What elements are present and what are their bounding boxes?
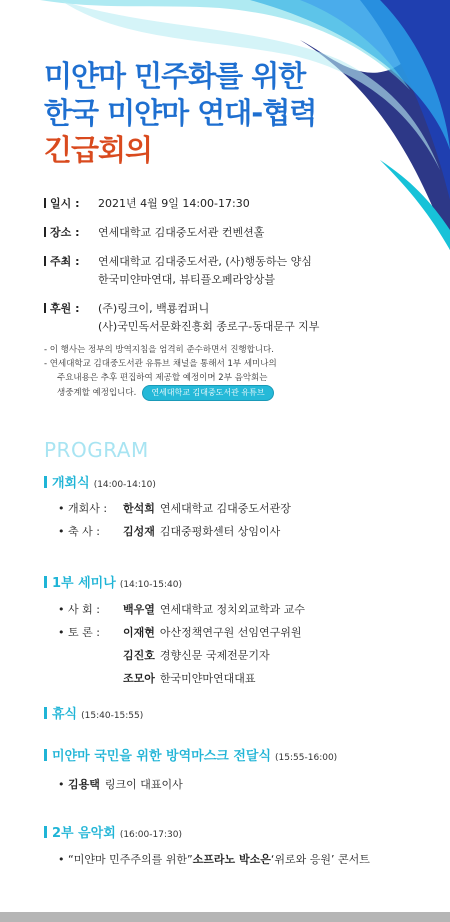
- section-masks-title: 미얀마 국민을 위한 방역마스크 전달식: [52, 749, 272, 764]
- bullet-bar-icon: [44, 227, 46, 237]
- bullet-dot-icon: •: [58, 525, 65, 538]
- info-host-line-1: 연세대학교 김대중도서관, (사)행동하는 양심: [98, 255, 312, 268]
- bullet-bar-icon: [44, 303, 46, 313]
- section-seminar-title: 1부 세미나: [52, 576, 116, 591]
- section-bar-icon: [44, 749, 47, 761]
- section-opening-title: 개회식: [52, 476, 90, 491]
- event-info: [44, 195, 319, 347]
- info-place-value: 연세대학교 김대중도서관 컨벤션홀: [98, 226, 265, 239]
- section-break-time: (15:40-15:55): [81, 711, 144, 721]
- note-line-2c: 생중계할 예정입니다.: [57, 388, 137, 398]
- seminar-items: [58, 598, 305, 690]
- list-item: 김진호 경향신문 국제전문기자: [123, 649, 270, 662]
- section-opening: [44, 472, 156, 491]
- section-opening-time: (14:00-14:10): [93, 480, 156, 490]
- info-sponsor-line-1: (주)링크이, 백룡컴퍼니: [98, 302, 210, 315]
- info-sponsor: [44, 300, 319, 336]
- section-break: [44, 703, 143, 722]
- info-date-label: 일시 :: [50, 197, 80, 210]
- concert-items: [58, 848, 370, 871]
- list-item: 조모아 한국미얀마연대대표: [123, 672, 256, 685]
- youtube-channel-button[interactable]: 연세대학교 김대중도서관 유튜브: [142, 385, 273, 401]
- list-item: • 축 사 : 김성재 김대중평화센터 상임이사: [58, 520, 291, 543]
- note-line-2b: 주요내용은 추후 편집하여 제공할 예정이며 2부 음악회는: [57, 373, 268, 383]
- section-break-title: 휴식: [52, 707, 78, 722]
- bottom-bar: [0, 912, 450, 922]
- opening-items: [58, 497, 291, 543]
- notes: [44, 343, 424, 401]
- section-masks-time: (15:55-16:00): [275, 753, 338, 763]
- bullet-dot-icon: •: [58, 603, 65, 616]
- section-seminar-time: (14:10-15:40): [119, 580, 182, 590]
- info-host-label: 주최 :: [50, 255, 80, 268]
- title-line-2: 한국 미얀마 연대-협력: [44, 96, 317, 130]
- bullet-bar-icon: [44, 256, 46, 266]
- info-place: [44, 224, 319, 242]
- list-item: • 사 회 : 백우열 연세대학교 정치외교학과 교수: [58, 598, 305, 621]
- info-host: [44, 253, 319, 289]
- bullet-dot-icon: •: [58, 778, 65, 791]
- list-item: • “미얀마 민주주의를 위한” 소프라노 박소은 ‘위로와 응원’ 콘서트: [58, 848, 370, 871]
- program-heading: PROGRAM: [44, 438, 149, 462]
- info-place-label: 장소 :: [50, 226, 80, 239]
- list-item: • 개회사 : 한석희 연세대학교 김대중도서관장: [58, 497, 291, 520]
- note-line-1: - 이 행사는 정부의 방역지침을 엄격히 준수하면서 진행합니다.: [44, 345, 274, 355]
- bullet-dot-icon: •: [58, 626, 65, 639]
- bullet-bar-icon: [44, 198, 46, 208]
- section-bar-icon: [44, 826, 47, 838]
- note-line-2a: - 연세대학교 김대중도서관 유튜브 채널을 통해서 1부 세미나의: [44, 359, 277, 369]
- bullet-dot-icon: •: [58, 853, 65, 866]
- section-concert-time: (16:00-17:30): [119, 830, 182, 840]
- info-date-value: 2021년 4월 9일 14:00-17:30: [98, 197, 250, 210]
- section-bar-icon: [44, 476, 47, 488]
- section-masks: [44, 745, 337, 764]
- list-item: • 토 론 : 이재현 아산정책연구원 선임연구위원: [58, 621, 305, 644]
- title-line-1: 미얀마 민주화를 위한: [44, 59, 306, 93]
- section-bar-icon: [44, 707, 47, 719]
- info-date: [44, 195, 319, 213]
- masks-items: [58, 773, 183, 796]
- info-sponsor-line-2: (사)국민독서문화진흥회 종로구-동대문구 지부: [98, 320, 320, 333]
- bullet-dot-icon: •: [58, 502, 65, 515]
- list-item: • 김용택 링크이 대표이사: [58, 773, 183, 796]
- title-line-3: 긴급회의: [44, 133, 153, 167]
- info-host-line-2: 한국미얀마연대, 뷰티플오페라앙상블: [98, 273, 276, 286]
- section-seminar: [44, 572, 182, 591]
- section-concert: [44, 822, 182, 841]
- event-title: [44, 58, 316, 169]
- info-sponsor-label: 후원 :: [50, 302, 80, 315]
- section-concert-title: 2부 음악회: [52, 826, 116, 841]
- section-bar-icon: [44, 576, 47, 588]
